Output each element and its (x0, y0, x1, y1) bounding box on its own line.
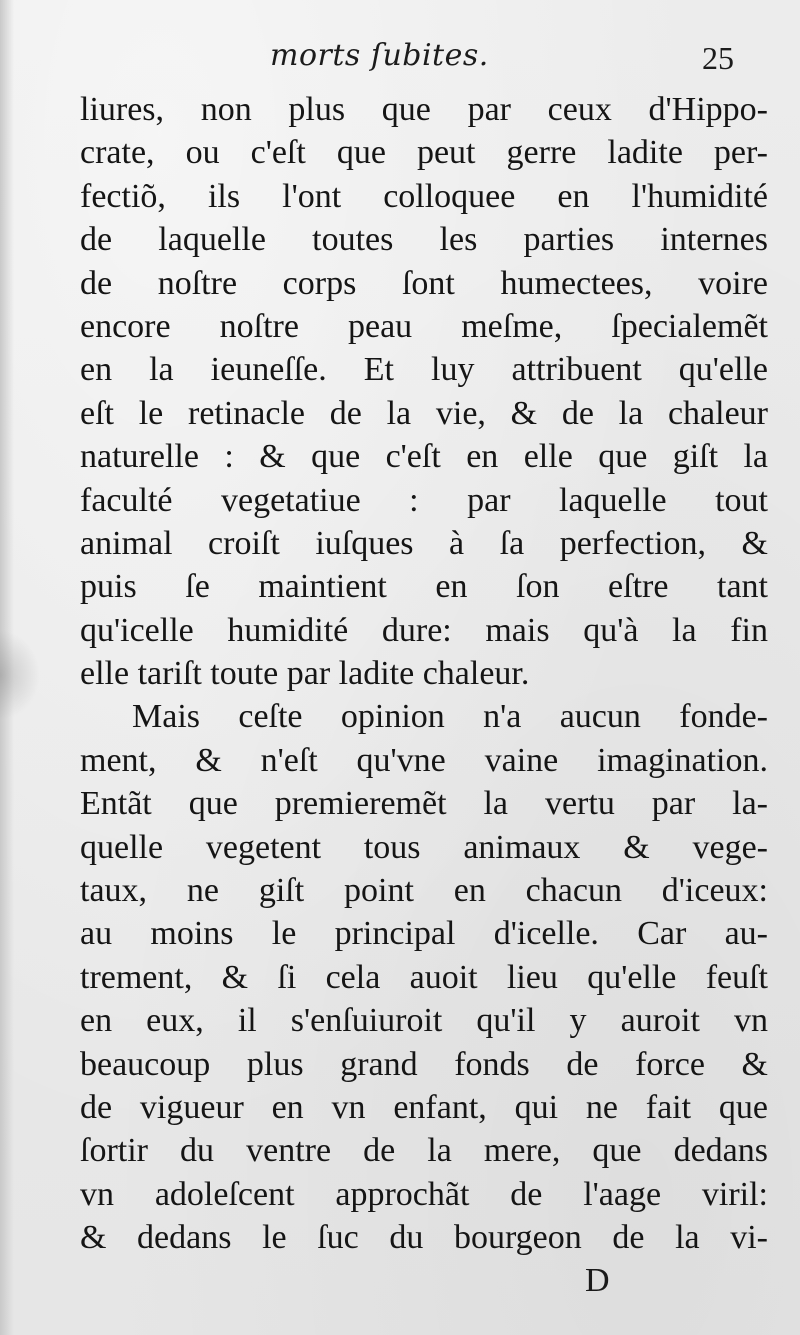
paragraph-1 (80, 88, 768, 695)
text-line: naturelle : & que c'eſt en elle que giſt la (80, 438, 768, 476)
page-number: 25 (702, 40, 734, 76)
paragraph-2 (80, 695, 768, 1259)
text-line: vn adoleſcent approchãt de l'aage viril: (80, 1175, 768, 1213)
signature-mark: D (585, 1262, 610, 1299)
text-line: animal croiſt iuſques à ſa perfection, & (80, 524, 768, 562)
text-line: au moins le principal d'icelle. Car au- (80, 915, 768, 953)
text-line: encore noſtre peau meſme, ſpecialemẽt (80, 307, 768, 345)
text-line: trement, & ſi cela auoit lieu qu'elle feuſt (80, 958, 768, 996)
text-line: liures, non plus que par ceux d'Hippo- (80, 91, 768, 128)
text-line: faculté vegetatiue : par laquelle tout (80, 481, 768, 519)
text-line: qu'icelle humidité dure: mais qu'à la fin (80, 611, 768, 649)
text-line: en la ieuneſſe. Et luy attribuent qu'elle (80, 351, 768, 389)
paper-stain (0, 630, 40, 720)
text-block (80, 88, 768, 1260)
running-head: morts ſubites. (270, 38, 489, 73)
text-line: beaucoup plus grand fonds de force & (80, 1045, 768, 1083)
text-line: Entãt que premieremẽt la vertu par la- (80, 785, 768, 823)
text-line: de noſtre corps ſont humectees, voire (80, 264, 768, 302)
text-line: elle tariſt toute par ladite chaleur. (80, 655, 530, 693)
text-line: taux, ne giſt point en chacun d'iceux: (80, 872, 768, 910)
text-line: fectiõ, ils l'ont colloquee en l'humidité (80, 177, 768, 215)
text-line: Mais ceſte opinion n'a aucun fonde- (132, 698, 768, 736)
text-line: eſt le retinacle de la vie, & de la chaleur (80, 394, 768, 432)
text-line: ſortir du ventre de la mere, que dedans (80, 1132, 768, 1170)
text-line: en eux, il s'enſuiuroit qu'il y auroit vn (80, 1002, 768, 1040)
text-line: crate, ou c'eſt que peut gerre ladite per- (80, 134, 768, 172)
text-line: de laquelle toutes les parties internes (80, 221, 768, 259)
text-line: & dedans le ſuc du bourgeon de la vi- (80, 1219, 768, 1257)
text-line: quelle vegetent tous animaux & vege- (80, 828, 768, 866)
text-line: de vigueur en vn enfant, qui ne fait que (80, 1088, 768, 1126)
text-line: ment, & n'eſt qu'vne vaine imagination. (80, 741, 768, 779)
text-line: puis ſe maintient en ſon eſtre tant (80, 568, 768, 606)
